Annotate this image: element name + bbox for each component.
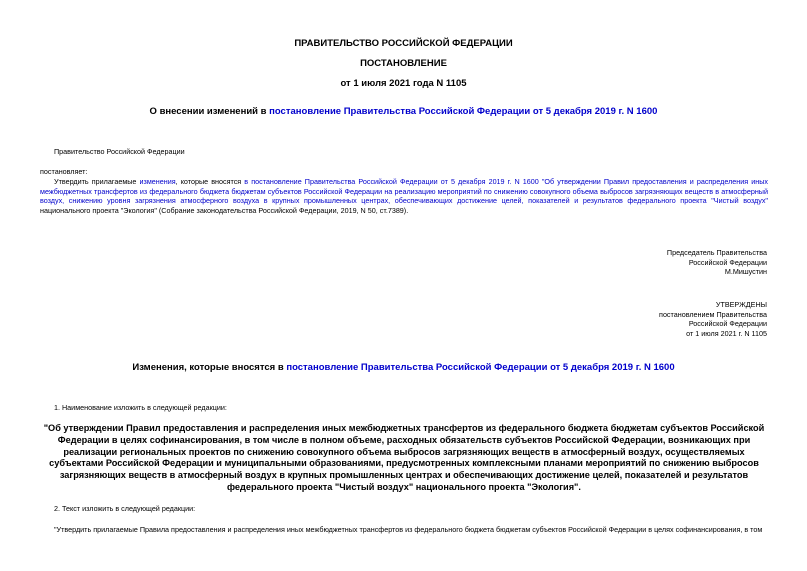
title-prefix: О внесении изменений в: [149, 106, 270, 117]
signature-block: [507, 248, 767, 277]
item-1-text: "Об утверждении Правил предоставления и распределения иных межбюджетных трансфертов из федерального бюджета бюджетам субъектов Российской Федерации в целях софинансирования, в том числе в полном объеме, расходных обязательств субъектов Российской Федерации, возникающих при реализации региональных проектов по снижению совокупного объема выбросов загрязняющих веществ в атмосферный воздух, осуществляемых субъектами Российской Федерации и муниципальными образованиями, предусмотренных комплексными планами мероприятий по снижению выбросов загрязняющих веществ в атмосферный воздух в крупных промышленных центрах и обеспечивающих достижение целей, показателей и результатов федерального проекта "Чистый воздух" национального проекта "Экология".: [43, 423, 765, 492]
approved-block: [507, 300, 767, 338]
changes-title-prefix: Изменения, которые вносятся в: [132, 362, 287, 373]
title-link[interactable]: постановление Правительства Российской Федерации от 5 декабря 2019 г. N 1600: [269, 106, 658, 117]
p1-part-c: национального проекта "Экология" (Собрание законодательства Российской Федерации, 2019, N 50, ст.7389).: [40, 205, 409, 215]
signature-line-3: М.Мишустин: [724, 267, 767, 277]
issuing-org: Правительство Российской Федерации: [54, 147, 185, 156]
item-1: 1. Наименование изложить в следующей редакции:: [54, 403, 227, 412]
document-date-number: от 1 июля 2021 года N 1105: [340, 78, 467, 89]
p1-part-b: , которые вносятся: [175, 177, 245, 186]
approved-line-3: Российской Федерации: [688, 319, 767, 329]
intro-paragraph: [40, 177, 768, 215]
decides-label: постановляет:: [40, 167, 88, 176]
document-title: [0, 106, 807, 117]
approved-line-1: УТВЕРЖДЕНЫ: [715, 300, 767, 309]
approved-line-2: постановлением Правительства: [659, 309, 767, 319]
government-name: ПРАВИТЕЛЬСТВО РОССИЙСКОЙ ФЕДЕРАЦИИ: [294, 38, 513, 49]
resolution-1600-link[interactable]: в постановление Правительства Российской Федерации от 5 декабря 2019 г. N 1600 "Об утверждении Правил предоставления и распределения иных межбюджетных трансфертов из федерального бюджета бюджетам субъектов Российской Федерации на реализацию мероприятий по снижению совокупного объема выбросов загрязняющих веществ в атмосферный воздух, снижению уровня загрязнения атмосферного воздуха в крупных промышленных центрах, обеспечивающих достижение целей, показателей и результатов федерального проекта "Чистый воздух": [40, 177, 769, 206]
signature-line-2: Российской Федерации: [688, 257, 767, 267]
amendments-link[interactable]: изменения: [139, 177, 176, 186]
p1-part-a: Утвердить прилагаемые: [54, 177, 140, 186]
signature-line-1: Председатель Правительства: [666, 248, 767, 257]
changes-title-link[interactable]: постановление Правительства Российской Федерации от 5 декабря 2019 г. N 1600: [286, 362, 675, 373]
changes-title: [0, 362, 807, 373]
item-2: 2. Текст изложить в следующей редакции:: [54, 504, 196, 513]
item-2-text: "Утвердить прилагаемые Правила предоставления и распределения иных межбюджетных трансфертов из федерального бюджета бюджетам субъектов Российской Федерации в целях софинансирования, в том: [54, 525, 763, 534]
document-type: ПОСТАНОВЛЕНИЕ: [360, 58, 447, 69]
approved-line-4: от 1 июля 2021 г. N 1105: [686, 328, 767, 338]
